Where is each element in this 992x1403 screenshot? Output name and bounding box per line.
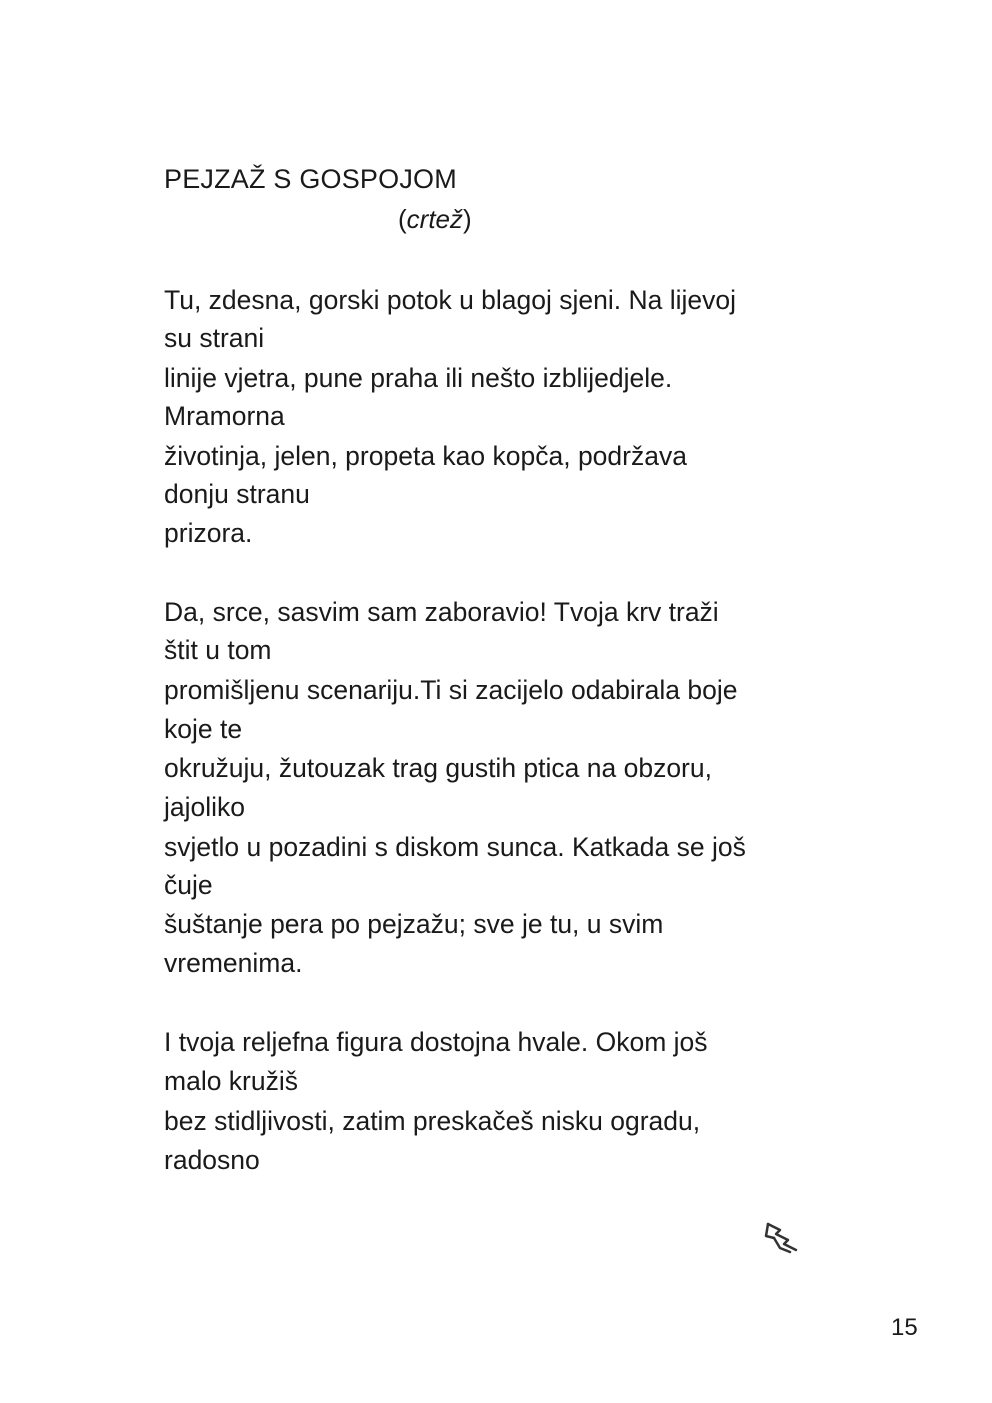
page-number: 15 <box>891 1314 918 1341</box>
poem-line: jajoliko <box>164 792 246 822</box>
poem-line: radosno <box>164 1145 260 1175</box>
poem-line: okružuju, žutouzak trag gustih ptica na obzoru, <box>164 753 712 783</box>
poem-line: Mramorna <box>164 401 285 431</box>
poem-title: PEJZAŽ S GOSPOJOM <box>164 164 457 194</box>
poem-line: Da, srce, sasvim sam zaboravio! Tvoja krv traži <box>164 597 719 627</box>
poem-line: I tvoja reljefna figura dostojna hvale. Okom još <box>164 1027 708 1057</box>
poem-line: linije vjetra, pune praha ili nešto izblijedjele. <box>164 363 673 393</box>
poem-line: svjetlo u pozadini s diskom sunca. Katkada se još <box>164 832 746 862</box>
poem-line: bez stidljivosti, zatim preskačeš nisku ogradu, <box>164 1106 701 1136</box>
subtitle-open-paren: ( <box>398 204 407 234</box>
poem-line: štit u tom <box>164 635 272 665</box>
poem-line: koje te <box>164 714 243 744</box>
poem-line: promišljenu scenariju.Ti si zacijelo odabirala boje <box>164 675 738 705</box>
poem-line: Tu, zdesna, gorski potok u blagoj sjeni. Na lijevoj <box>164 285 737 315</box>
continuation-mark-icon <box>760 1218 800 1258</box>
poem-subtitle <box>398 200 472 238</box>
subtitle-close-paren: ) <box>463 204 472 234</box>
poem-line: prizora. <box>164 518 253 548</box>
poem-line: šuštanje pera po pejzažu; sve je tu, u svim <box>164 909 664 939</box>
subtitle-text: crtež <box>406 204 464 234</box>
poem-line: su strani <box>164 323 265 353</box>
poem-line: donju stranu <box>164 479 310 509</box>
poem-line: malo kružiš <box>164 1066 299 1096</box>
poem-line: životinja, jelen, propeta kao kopča, podržava <box>164 441 687 471</box>
poem-line: čuje <box>164 870 213 900</box>
poem-line: vremenima. <box>164 948 303 978</box>
